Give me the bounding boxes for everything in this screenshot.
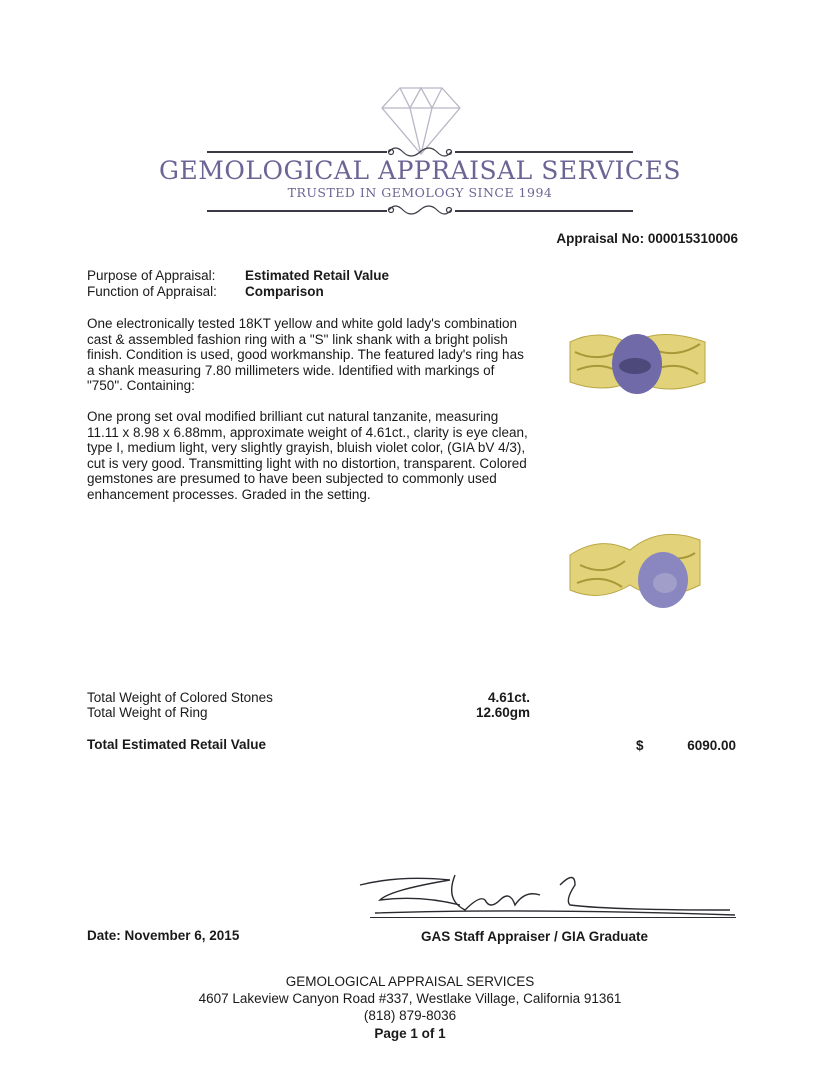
header-rule-bottom-left xyxy=(207,210,387,212)
header-rule-top-left xyxy=(207,151,387,153)
colored-stones-weight-value: 4.61ct. xyxy=(487,690,530,705)
ring-photo-angle xyxy=(565,525,705,613)
signature-image xyxy=(355,865,740,925)
purpose-value: Estimated Retail Value xyxy=(245,268,390,283)
function-value: Comparison xyxy=(245,284,324,299)
footer-address: 4607 Lakeview Canyon Road #337, Westlake Village, California 91361 xyxy=(198,991,622,1006)
footer-company: GEMOLOGICAL APPRAISAL SERVICES xyxy=(285,974,535,989)
item-description: One electronically tested 18KT yellow and white gold lady's combination cast & assembled fashion ring with a "S" link shank with a bright polish finish. Condition is used, good workmanship. The featured lady's ring has a shank measuring 7.80 millimeters wide. Identified with markings of "750". Containing: xyxy=(87,316,524,394)
appraiser-title: GAS Staff Appraiser / GIA Graduate xyxy=(421,929,649,944)
company-name: GEMOLOGICAL APPRAISAL SERVICES xyxy=(159,156,681,185)
flourish-bottom-icon xyxy=(385,200,455,220)
footer-phone: (818) 879-8036 xyxy=(363,1008,457,1023)
ring-weight-value: 12.60gm xyxy=(475,705,530,720)
header-rule-top-right xyxy=(455,151,633,153)
ring-photo-front xyxy=(565,322,710,404)
appraisal-number: Appraisal No: 000015310006 xyxy=(556,231,738,246)
currency-symbol: $ xyxy=(636,738,644,753)
ring-weight-label: Total Weight of Ring xyxy=(87,705,208,720)
signature-line xyxy=(370,917,736,918)
header-rule-bottom-right xyxy=(455,210,633,212)
purpose-label: Purpose of Appraisal: xyxy=(87,268,216,283)
stone-description: One prong set oval modified brilliant cut natural tanzanite, measuring 11.11 x 8.98 x 6.88mm, approximate weight of 4.61ct., clarity is eye clean, type I, medium light, very slightly grayish, bluish violet color, (GIA bV 4/3), cut is very good. Transmitting light with no distortion, transparent. Colored gemstones are presumed to have been subjected to commonly used enhancement processes. Graded in the setting. xyxy=(87,409,528,502)
retail-value: 6090.00 xyxy=(687,738,736,753)
company-tagline: TRUSTED IN GEMOLOGY SINCE 1994 xyxy=(287,185,553,200)
retail-value-label: Total Estimated Retail Value xyxy=(87,737,267,752)
colored-stones-weight-label: Total Weight of Colored Stones xyxy=(87,690,273,705)
appraisal-date: Date: November 6, 2015 xyxy=(87,928,240,943)
page-number: Page 1 of 1 xyxy=(374,1026,446,1041)
function-label: Function of Appraisal: xyxy=(87,284,217,299)
